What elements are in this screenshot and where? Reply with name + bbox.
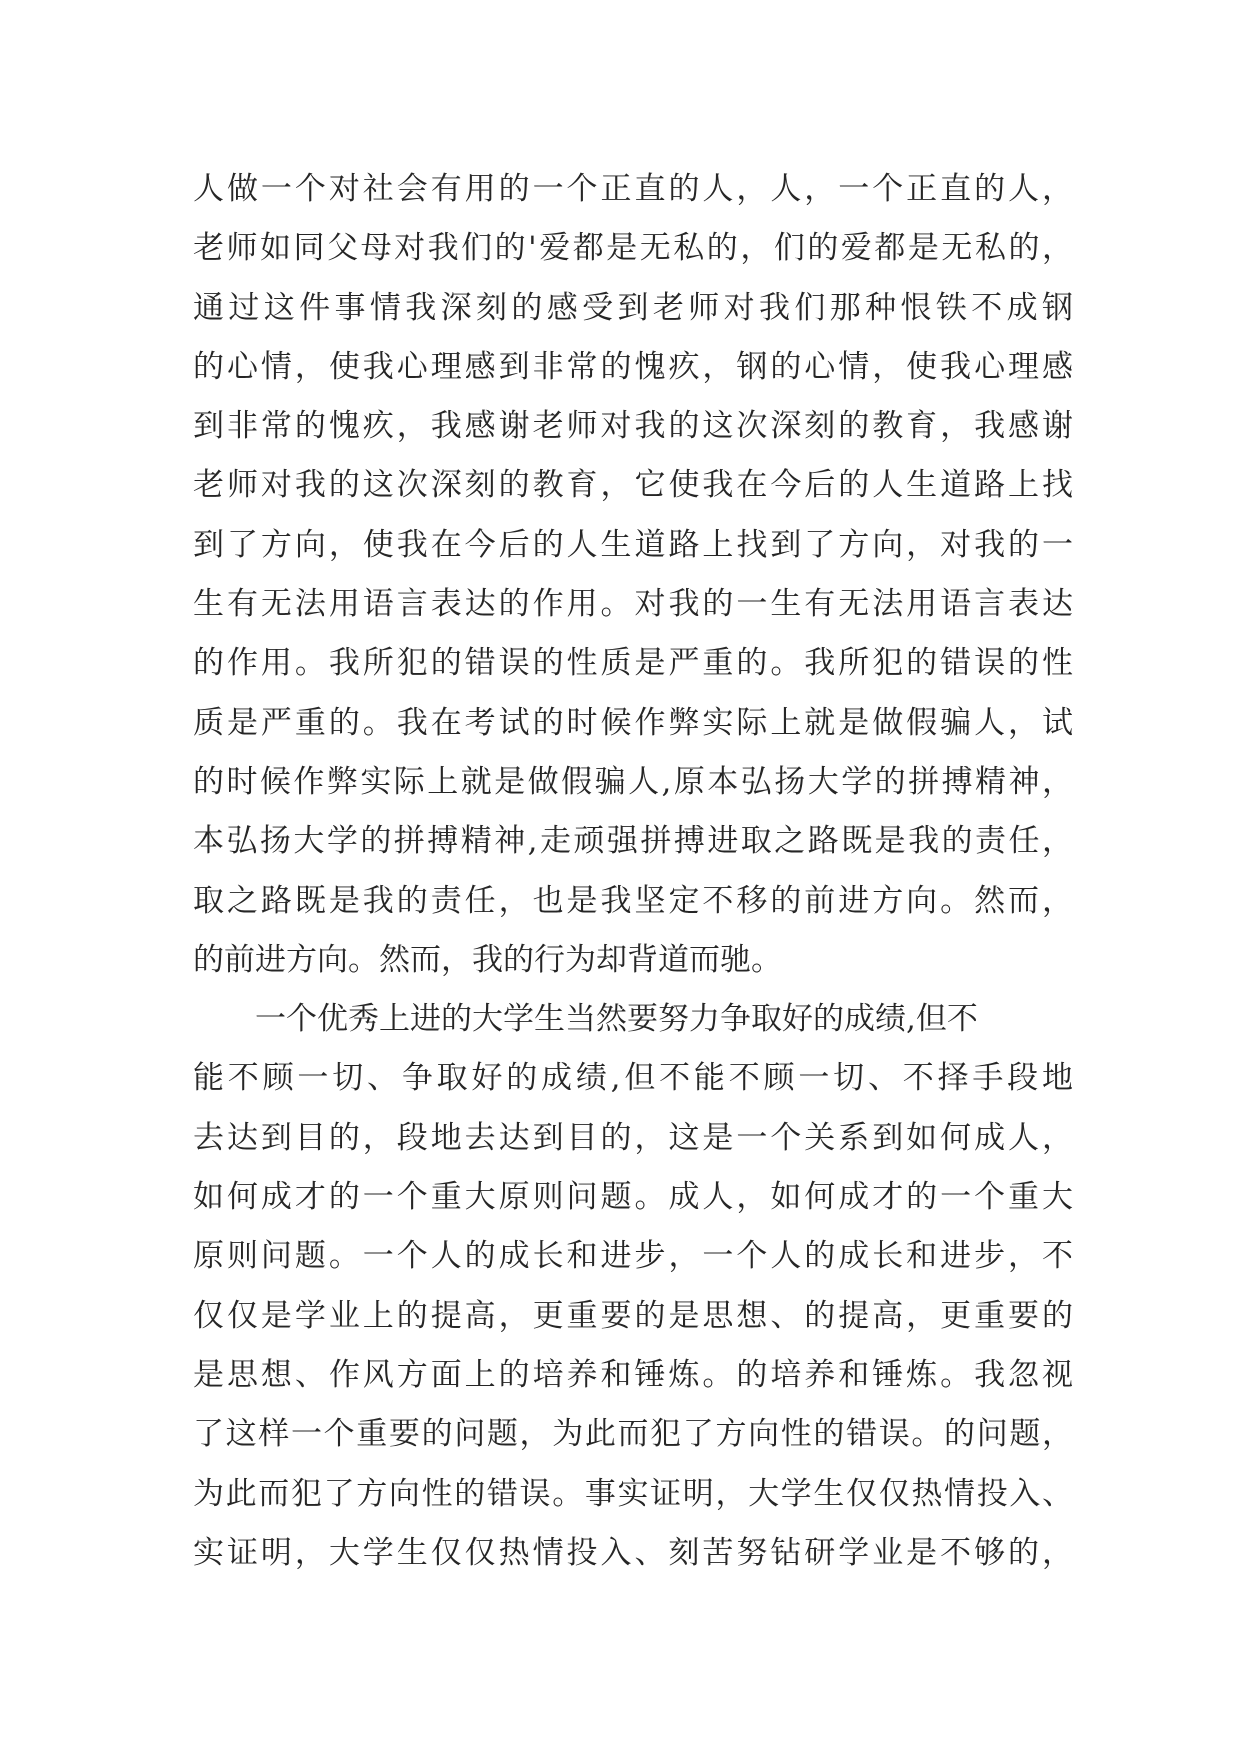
text-line: 的作用。我所犯的错误的性质是严重的。我所犯的错误的性	[193, 645, 1073, 682]
text-line: 是思想、作风方面上的培养和锤炼。的培养和锤炼。我忽视	[193, 1356, 1073, 1393]
text-line: 为此而犯了方向性的错误。事实证明，大学生仅仅热情投入、	[193, 1475, 1073, 1512]
paragraph-last-line: 的前进方向。然而，我的行为却背道而驰。	[193, 941, 782, 978]
text-line: 仅仅是学业上的提高，更重要的是思想、的提高，更重要的	[193, 1297, 1073, 1334]
text-line: 老师如同父母对我们的'爱都是无私的，们的爱都是无私的，	[193, 230, 1073, 267]
text-line: 的时候作弊实际上就是做假骗人,原本弘扬大学的拼搏精神，	[193, 763, 1073, 800]
text-line: 实证明，大学生仅仅热情投入、刻苦努钻研学业是不够的，	[193, 1534, 1073, 1571]
text-line: 如何成才的一个重大原则问题。成人，如何成才的一个重大	[193, 1179, 1073, 1216]
text-line: 的心情，使我心理感到非常的愧疚，钢的心情，使我心理感	[193, 348, 1073, 385]
text-line: 质是严重的。我在考试的时候作弊实际上就是做假骗人，试	[193, 704, 1073, 741]
text-line: 到了方向，使我在今后的人生道路上找到了方向，对我的一	[193, 526, 1073, 563]
text-line: 老师对我的这次深刻的教育，它使我在今后的人生道路上找	[193, 467, 1073, 504]
text-line: 了这样一个重要的问题，为此而犯了方向性的错误。的问题，	[193, 1416, 1073, 1453]
text-line: 人做一个对社会有用的一个正直的人，人，一个正直的人，	[193, 171, 1073, 207]
text-line: 本弘扬大学的拼搏精神,走顽强拼搏进取之路既是我的责任，	[193, 823, 1073, 860]
body-text	[193, 160, 1073, 1583]
text-line: 取之路既是我的责任，也是我坚定不移的前进方向。然而，	[193, 882, 1073, 919]
text-line: 原则问题。一个人的成长和进步，一个人的成长和进步，不	[193, 1238, 1073, 1275]
text-line: 去达到目的，段地去达到目的，这是一个关系到如何成人，	[193, 1119, 1073, 1156]
text-line: 通过这件事情我深刻的感受到老师对我们那种恨铁不成钢	[193, 289, 1073, 326]
paragraph-first-line: 一个优秀上进的大学生当然要努力争取好的成绩,但不	[255, 1001, 978, 1038]
text-line: 到非常的愧疚，我感谢老师对我的这次深刻的教育，我感谢	[193, 408, 1073, 445]
text-line: 能不顾一切、争取好的成绩,但不能不顾一切、不择手段地	[193, 1060, 1073, 1097]
text-line: 生有无法用语言表达的作用。对我的一生有无法用语言表达	[193, 586, 1073, 623]
